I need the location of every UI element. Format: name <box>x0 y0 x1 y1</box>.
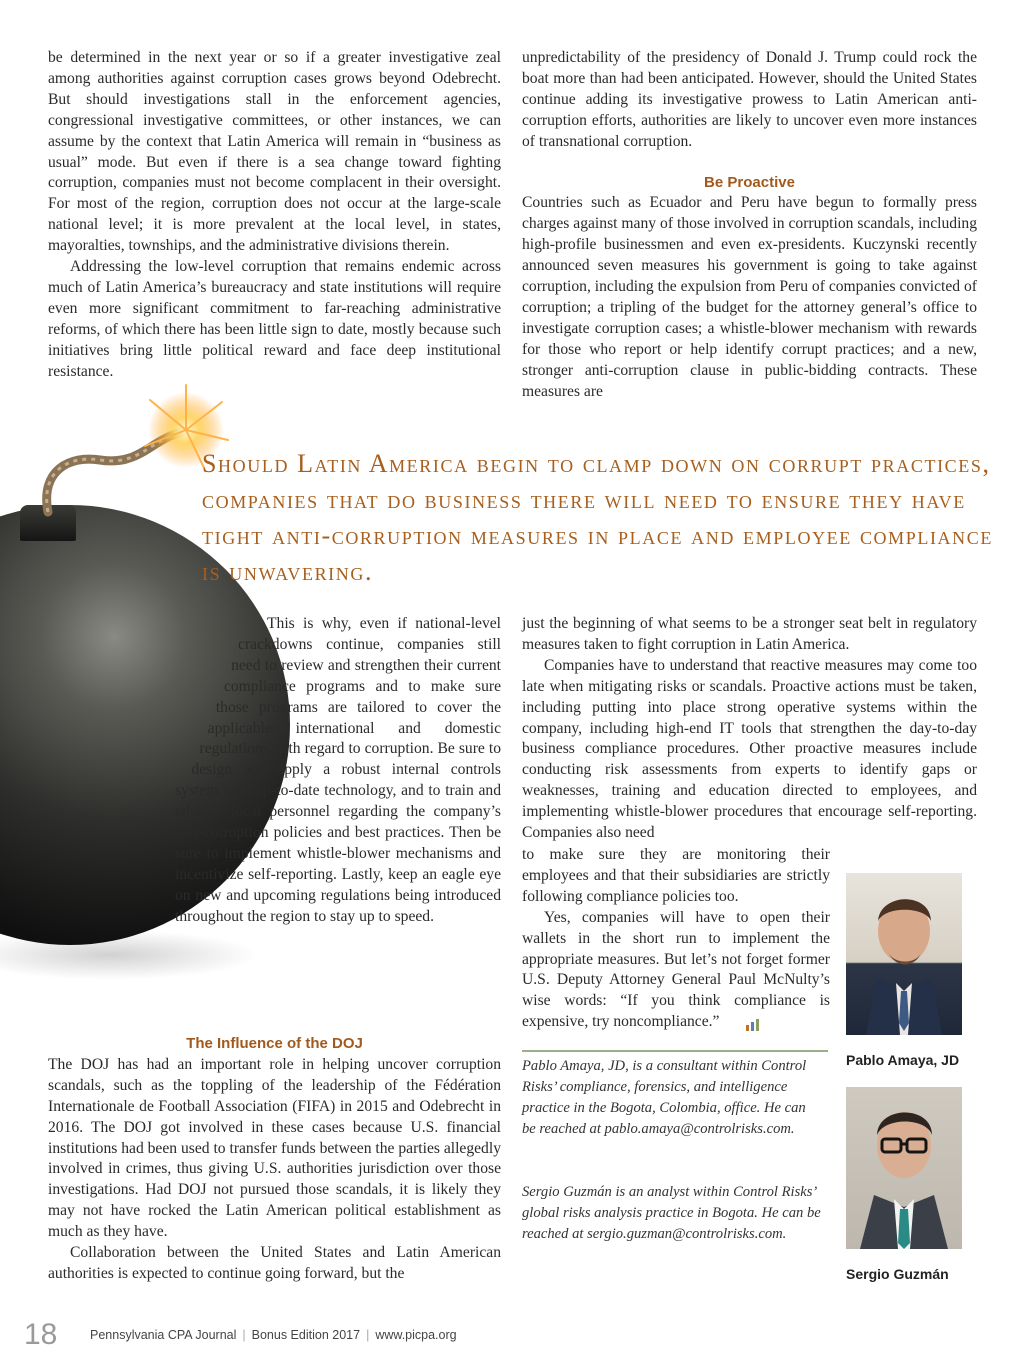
body-paragraph: Addressing the low-level corruption that remains endemic across much of Latin America’s bureaucracy and state institutions will require even more significant commitment to far-reaching administrative reforms, of which there has been little sign to date, mostly because such initiatives bring little political reward and face deep institutional resistance. <box>48 258 501 380</box>
photo-caption-sergio: Sergio Guzmán <box>846 1266 949 1282</box>
author-bio-sergio: Sergio Guzmán is an analyst within Control Risks’ global risks analysis practice in Bogota. He can be reached at sergio.guzman@controlrisks.com. <box>522 1184 821 1242</box>
section-heading-be-proactive: Be Proactive <box>704 173 795 191</box>
author-photo-sergio-guzman <box>846 1087 962 1249</box>
body-paragraph: just the beginning of what seems to be a stronger seat belt in regulatory measures taken to fight corruption in Latin America. <box>522 615 977 653</box>
footer-line <box>90 1328 457 1342</box>
body-paragraph: be determined in the next year or so if a greater investigative zeal among authorities against corruption cases grows beyond Odebrecht. But should investigations stall in the enforcement agencies, congressional investigative committees, or other instances, we can assume by the context that Latin America will remain in “business as usual” mode. But even if there is a sea change toward fighting corruption, companies must not become complacent in their oversight. For most of the region, corruption does not occur at the large-scale national level; it is more prevalent at the local level, in states, mayoralties, townships, and the administrative divisions therein. <box>48 49 501 255</box>
doj-section <box>48 1034 501 1285</box>
column-2-top <box>522 48 977 403</box>
column-2-narrow <box>522 845 830 1033</box>
portrait-illustration <box>846 873 962 1035</box>
body-paragraph: Countries such as Ecuador and Peru have begun to formally press charges against many of those involved in corruption scandals, including high-profile businessmen and even ex-presidents. Kuczynski recently announced seven measures his government is going to take against corruption, including the expulsion from Peru of companies convicted of corruption; a tripling of the budget for the attorney general’s office to investigate corruption cases; a whistle-blower mechanism with rewards for those who report or help identify corrupt practices; and a new, stronger anti-corruption clause in public-bidding contracts. These measures are <box>522 194 977 400</box>
pull-quote: Should Latin America begin to clamp down on corrupt practices, companies that do business there will need to ensure they have tight anti-corruption measures in place and employee compliance is unwavering. <box>202 449 993 586</box>
closing-quote-text: Yes, companies will have to open their wallets in the short run to implement the appropriate measures. But let’s not forget former U.S. Deputy Attorney General Paul McNulty’s wise words: “If you think compliance is expensive, try noncompliance.” <box>522 908 830 1031</box>
author-photo-pablo-amaya <box>846 873 962 1035</box>
body-paragraph: The DOJ has had an important role in helping uncover corruption scandals, such as the toppling of the leadership of the Fédération Internationale de Football Association (FIFA) in 2015 and Odebrecht in 2016. The DOJ got involved in these cases because U.S. financial institutions had been used to transfer funds between the parties allegedly involved in crimes, thus giving U.S. authorities jurisdiction over those investigations. Had DOJ not pursued those scandals, it is likely they may not have rocked the Latin American political establishment as much as they have. <box>48 1055 501 1241</box>
photo-caption-pablo: Pablo Amaya, JD <box>846 1052 960 1068</box>
body-paragraph: unpredictability of the presidency of Donald J. Trump could rock the boat more than had been anticipated. However, should the United States continue adding its investigative prowess to Latin American anti-corruption efforts, authorities are likely to uncover even more instances of transnational corruption. <box>522 49 977 150</box>
portrait-illustration <box>846 1087 962 1249</box>
body-paragraph: Companies have to understand that reactive measures may come too late when mitigating risks or scandals. Proactive actions must be taken, including putting into place strong operative systems within the company, including high-end IT tools that strengthen the day-to-day business compliance procedures. Other proactive measures include conducting risk assessments from experts to identify gaps or weaknesses, training and education directed to employees, and implementing whistle-blower procedures that encourage self-reporting. Companies also need <box>522 656 977 842</box>
column-1-mid <box>175 614 501 928</box>
column-2-mid <box>522 614 977 844</box>
column-1-top <box>48 48 501 383</box>
footer-separator: | <box>366 1328 370 1342</box>
page-number: 18 <box>24 1318 58 1351</box>
website-link[interactable]: www.picpa.org <box>375 1328 457 1342</box>
edition-label: Bonus Edition 2017 <box>251 1328 361 1342</box>
journal-name: Pennsylvania CPA Journal <box>90 1328 237 1342</box>
bio-divider <box>522 1050 828 1052</box>
end-mark-icon <box>723 1017 741 1029</box>
footer-separator: | <box>242 1328 246 1342</box>
body-paragraph: to make sure they are monitoring their employees and that their subsidiaries are strictly following compliance policies too. <box>522 846 830 905</box>
author-bio-pablo: Pablo Amaya, JD, is a consultant within Control Risks’ compliance, forensics, and intelligence practice in the Bogota, Colombia, office. He can be reached at pablo.amaya@controlrisks.com. <box>522 1058 807 1137</box>
body-paragraph: Collaboration between the United States and Latin American authorities is expected to continue going forward, but the <box>48 1244 501 1282</box>
body-paragraph: This is why, even if national-level crackdowns continue, companies still need to review and strengthen their current compliance programs and to make sure those programs are tailored to cover the applicable international and domestic regulations with regard to corruption. Be sure to design and apply a robust internal controls system with up-to-date technology, and to train and educate local personnel regarding the company’s anti-corruption policies and best practices. Then be sure to implement whistle-blower mechanisms and incentivize self-reporting. Lastly, keep an eagle eye on new and upcoming regulations being introduced throughout the region to stay up to speed. <box>175 615 501 925</box>
body-paragraph <box>522 908 830 1033</box>
section-heading-doj: The Influence of the DOJ <box>186 1035 363 1052</box>
